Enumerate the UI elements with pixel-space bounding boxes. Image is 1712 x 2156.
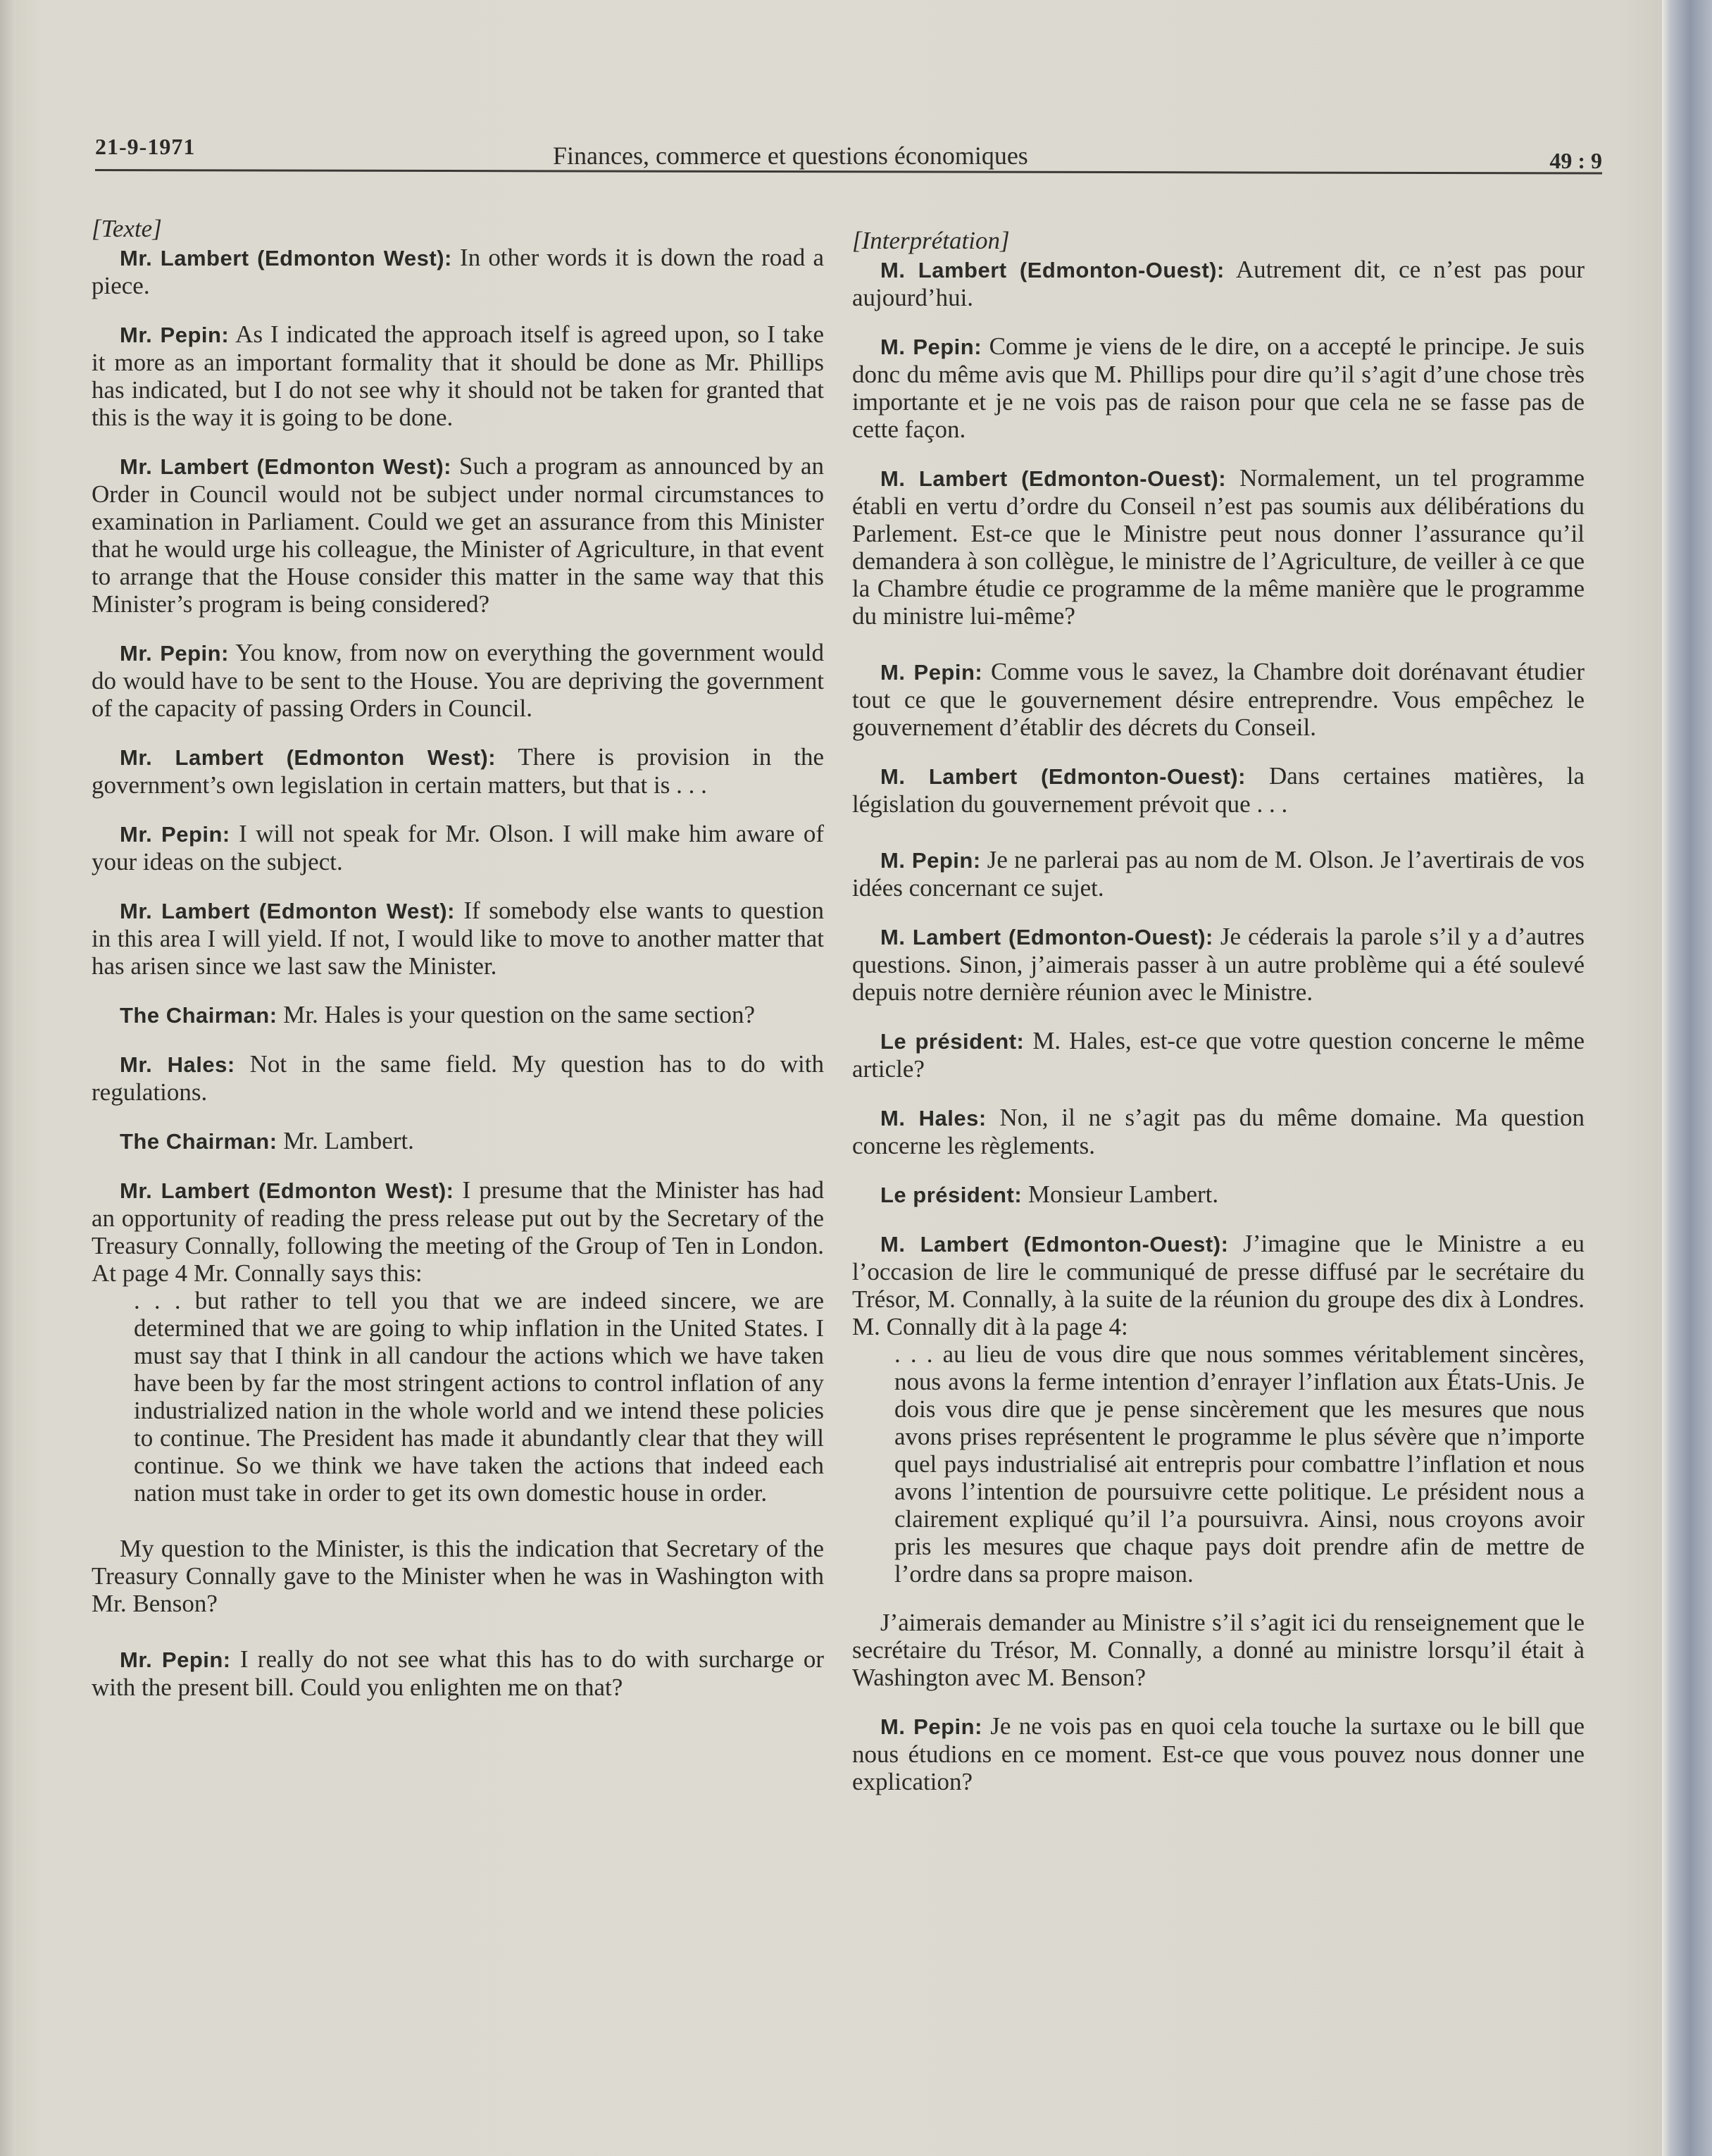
speaker-name: M. Lambert (Edmonton-Ouest): [880,258,1225,282]
paragraph [852,923,1585,1006]
paragraph-text: Non, il ne s’agit pas du même domaine. Ma question concerne les règlements. [852,1104,1585,1159]
paragraph-text: As I indicated the approach itself is agreed upon, so I take it more as an important formality that it should be done as Mr. Phillips has indicated, but I do not see why it should not be taken for granted that this is the way it is going to be done. [92,320,824,431]
speaker-name: Mr. Pepin: [120,641,229,666]
speaker-name: M. Lambert (Edmonton-Ouest): [880,764,1246,789]
paragraph-text: Comme vous le savez, la Chambre doit dorénavant étudier tout ce que le gouvernement désire entreprendre. Vous empêchez le gouvernement d’établir des décrets du Conseil. [852,658,1585,741]
paragraph-text: I will not speak for Mr. Olson. I will make him aware of your ideas on the subject. [92,820,824,876]
paragraph [92,639,824,722]
paragraph [852,762,1585,818]
speaker-name: Mr. Lambert (Edmonton West): [120,454,452,479]
speaker-name: M. Lambert (Edmonton-Ouest): [880,466,1227,491]
paragraph-text: Je ne parlerai pas au nom de M. Olson. Je l’avertirais de vos idées concernant ce sujet. [852,846,1585,902]
paragraph-text: Comme je viens de le dire, on a accepté le principe. Je suis donc du même avis que M. Phillips pour dire qu’il s’agit d’une chose très importante et je ne vois pas de raison pour que cela ne se fasse pas de cette façon. [852,332,1585,443]
paragraph [92,897,824,980]
paragraph-text: M. Hales, est-ce que votre question concerne le même article? [852,1027,1585,1083]
paragraph-text: J’imagine que le Ministre a eu l’occasion de lire le communiqué de presse diffusé par le secrétaire du Trésor, M. Connally, à la suite de la réunion du groupe des dix à Londres. M. Connally dit à la page 4: [852,1230,1585,1340]
speaker-name: Mr. Pepin: [120,323,230,347]
paragraph-text: Dans certaines matières, la législation du gouvernement prévoit que . . . [852,762,1585,818]
paragraph-text: Mr. Lambert. [277,1127,414,1154]
block-quote: . . . au lieu de vous dire que nous sommes véritablement sincères, nous avons la ferme intention d’enrayer l’inflation aux États-Unis. Je dois vous dire que je pense sincèrement que les mesures que nous avons prises représentent le programme le plus sévère que n’importe quel pays industrialisé ait entrepris pour combattre l’inflation et nous avons l’intention de poursuivre cette politique. Le président nous a clairement expliqué qu’il l’a poursuivra. Ainsi, nous croyons avoir pris les mesures que chaque pays doit prendre afin de mettre de l’ordre dans sa propre maison. [894,1340,1585,1588]
paragraph-text: Je céderais la parole s’il y a d’autres questions. Sinon, j’aimerais passer à un autre problème qui a été soulevé depuis notre dernière réunion avec le Ministre. [852,923,1585,1006]
speaker-name: Mr. Pepin: [120,822,230,847]
speaker-name: M. Pepin: [880,335,982,359]
paragraph [92,820,824,876]
paragraph: J’aimerais demander au Ministre s’il s’agit ici du renseignement que le secrétaire du Trésor, M. Connally, a donné au ministre lorsqu’il était à Washington avec M. Benson? [852,1609,1585,1691]
paragraph [852,256,1585,311]
paragraph-text: There is provision in the government’s own legislation in certain matters, but that is . . . [92,743,824,799]
paragraph-text: Such a program as announced by an Order in Council would not be subject under normal circumstances to examination in Parliament. Could we get an assurance from this Minister that he would urge his colleague, the Minister of Agriculture, in that event to arrange that the House consider this matter in the same way that this Minister’s program is being considered? [92,452,824,618]
paragraph-text: If somebody else wants to question in this area I will yield. If not, I would like to move to another matter that has arisen since we last saw the Minister. [92,897,824,980]
header-date: 21-9-1971 [95,134,196,159]
speaker-name: Le président: [880,1029,1025,1054]
section-tag: [Texte] [92,215,162,242]
speaker-name: Mr. Lambert (Edmonton West): [120,899,455,923]
paragraph [92,320,824,431]
paragraph [852,332,1585,443]
speaker-name: Mr. Lambert (Edmonton West): [120,745,496,770]
paragraph-text: Je ne vois pas en quoi cela touche la surtaxe ou le bill que nous étudions en ce moment. Est-ce que vous pouvez nous donner une explication? [852,1712,1585,1795]
paragraph-text: Normalement, un tel programme établi en vertu d’ordre du Conseil n’est pas soumis aux délibérations du Parlement. Est-ce que le Ministre peut nous donner l’assurance qu’il demandera à son collègue, le ministre de l’Agriculture, de veiller à ce que la Chambre étudie ce programme de la même manière que le programme du ministre lui-même? [852,464,1585,630]
paragraph-text: Autrement dit, ce n’est pas pour aujourd’hui. [852,256,1585,311]
paragraph [852,1104,1585,1159]
speaker-name: The Chairman: [120,1003,277,1028]
page-left-edge [0,0,15,2156]
paragraph [92,1050,824,1106]
paragraph [92,452,824,618]
page-number: 49 : 9 [1549,148,1602,173]
section-tag: [Interprétation] [852,227,1010,254]
english-column [92,215,824,1722]
paragraph [92,1645,824,1701]
speaker-name: Le président: [880,1183,1023,1207]
paragraph [852,658,1585,741]
header-title: Finances, commerce et questions économiques [553,142,1028,170]
paragraph [92,743,824,799]
book-spine [1662,0,1712,2156]
speaker-name: M. Lambert (Edmonton-Ouest): [880,1232,1229,1257]
paragraph [92,1176,824,1287]
paragraph-text: Mr. Hales is your question on the same section? [277,1001,756,1028]
paragraph [852,1180,1585,1209]
speaker-name: M. Lambert (Edmonton-Ouest): [880,925,1213,949]
speaker-name: The Chairman: [120,1129,277,1154]
paragraph-text: I really do not see what this has to do with surcharge or with the present bill. Could you enlighten me on that? [92,1645,824,1701]
paragraph [852,1027,1585,1083]
paragraph [852,464,1585,630]
paragraph: My question to the Minister, is this the indication that Secretary of the Treasury Connally gave to the Minister when he was in Washington with Mr. Benson? [92,1535,824,1617]
paragraph [852,1712,1585,1795]
speaker-name: M. Hales: [880,1106,987,1130]
speaker-name: Mr. Lambert (Edmonton West): [120,246,452,270]
speaker-name: M. Pepin: [880,848,981,873]
french-column [852,227,1585,1817]
paragraph [92,244,824,299]
speaker-name: Mr. Pepin: [120,1647,231,1672]
paragraph [852,1230,1585,1340]
paragraph-text: Not in the same field. My question has to do with regulations. [92,1050,824,1106]
speaker-name: M. Pepin: [880,660,983,685]
paragraph-text: In other words it is down the road a piece. [92,244,824,299]
paragraph-text: You know, from now on everything the government would do would have to be sent to the House. You are depriving the government of the capacity of passing Orders in Council. [92,639,824,722]
speaker-name: M. Pepin: [880,1714,982,1739]
paragraph [92,1001,824,1029]
speaker-name: Mr. Hales: [120,1052,235,1077]
paragraph [852,846,1585,902]
block-quote: . . . but rather to tell you that we are indeed sincere, we are determined that we are going to whip inflation in the United States. I must say that I think in all candour the actions which we have taken have been by far the most stringent actions to control inflation of any industrialized nation in the whole world and we intend these policies to continue. The President has made it abundantly clear that they will continue. So we think we have taken the actions that indeed each nation must take in order to get its own domestic house in order. [134,1287,824,1507]
paragraph [92,1127,824,1155]
paragraph-text: Monsieur Lambert. [1022,1180,1219,1208]
paragraph-text: I presume that the Minister has had an opportunity of reading the press release put out by the Secretary of the Treasury Connally, following the meeting of the Group of Ten in London. At page 4 Mr. Connally says this: [92,1176,824,1287]
speaker-name: Mr. Lambert (Edmonton West): [120,1178,454,1203]
